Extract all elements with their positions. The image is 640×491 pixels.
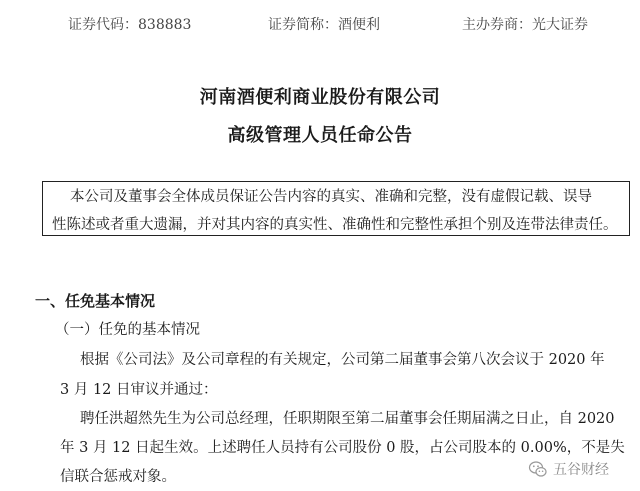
watermark-text: 五谷财经: [553, 462, 609, 478]
securities-header: [0, 14, 640, 36]
watermark: [528, 457, 609, 481]
paragraph-1-line-1: 根据《公司法》及公司章程的有关规定，公司第二届董事会第八次会议于 2020 年: [80, 352, 605, 368]
announcement-title: 高级管理人员任命公告: [227, 125, 413, 146]
wechat-icon: [528, 459, 548, 479]
paragraph-1-line-2: 3 月 12 日审议并通过：: [60, 382, 218, 398]
paragraph-2-line-3: 信联合惩戒对象。: [60, 469, 176, 485]
paragraph-2-line-2: 年 3 月 12 日起生效。上述聘任人员持有公司股份 0 股，占公司股本的 0.00%，不是失: [60, 440, 625, 456]
paragraph-2-line-1: 聘任洪超然先生为公司总经理，任职期限至第二届董事会任期届满之日止，自 2020: [80, 411, 615, 427]
disclaimer-line-2: 性陈述或者重大遗漏，并对其内容的真实性、准确性和完整性承担个别及连带法律责任。: [52, 217, 618, 233]
section-heading: 一、任免基本情况: [35, 292, 156, 310]
securities-code: 证券代码：838883: [68, 17, 192, 33]
sponsor-broker: 主办券商：光大证券: [462, 17, 588, 33]
securities-abbreviation: 证券简称：酒便利: [268, 17, 380, 33]
company-title: 河南酒便利商业股份有限公司: [199, 87, 441, 108]
disclaimer-line-1: 本公司及董事会全体成员保证公告内容的真实、准确和完整，没有虚假记载、误导: [70, 189, 592, 205]
subsection-heading: （一）任免的基本情况: [55, 322, 200, 338]
